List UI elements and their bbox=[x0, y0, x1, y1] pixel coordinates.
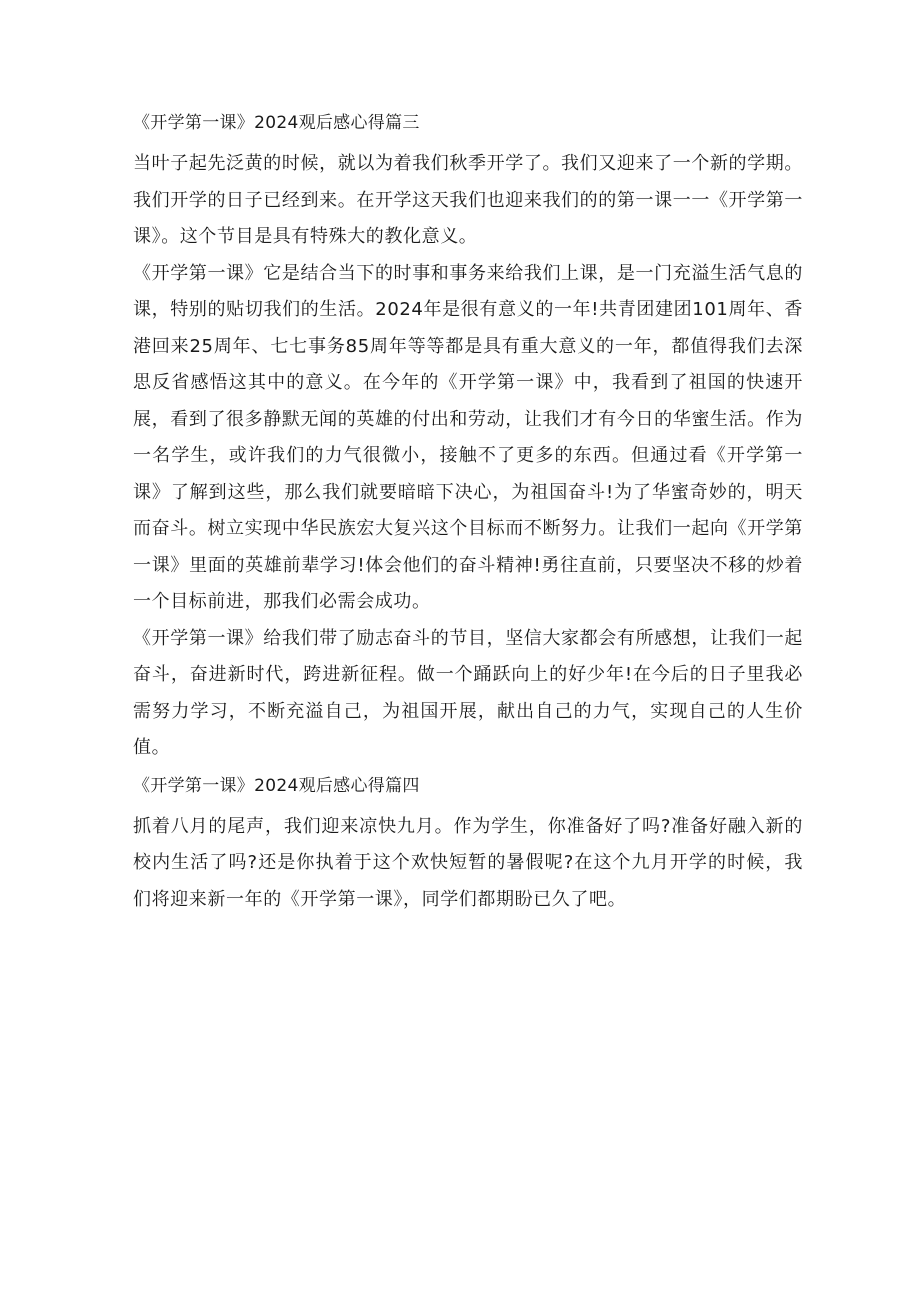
paragraph: 抓着八月的尾声，我们迎来凉快九月。作为学生，你准备好了吗?准备好融入新的校内生活了吗?还是你执着于这个欢快短暂的暑假呢?在这个九月开学的时候，我们将迎来新一年的《开学第一课》，同学们都期盼已久了吧。 bbox=[133, 815, 803, 910]
paragraph: 《开学第一课》它是结合当下的时事和事务来给我们上课，是一门充溢生活气息的课，特别的贴切我们的生活。2024年是很有意义的一年!共青团建团101周年、香港回来25周年、七七事务85周年等等都是具有重大意义的一年，都值得我们去深思反省感悟这其中的意义。在今年的《开学第一课》中，我看到了祖国的快速开展，看到了很多静默无闻的英雄的付出和劳动，让我们才有今日的华蜜生活。作为一名学生，或许我们的力气很微小，接触不了更多的东西。但通过看《开学第一课》了解到这些，那么我们就要暗暗下决心，为祖国奋斗!为了华蜜奇妙的，明天而奋斗。树立实现中华民族宏大复兴这个目标而不断努力。让我们一起向《开学第一课》里面的英雄前辈学习!体会他们的奋斗精神!勇往直前，只要坚决不移的炒着一个目标前进，那我们必需会成功。 bbox=[133, 262, 803, 612]
section-heading-3: 《开学第一课》2024观后感心得篇三 bbox=[133, 113, 420, 133]
paragraph: 当叶子起先泛黄的时候，就以为着我们秋季开学了。我们又迎来了一个新的学期。我们开学的日子已经到来。在开学这天我们也迎来我们的的第一课一一《开学第一课》。这个节目是具有特殊大的教化意义。 bbox=[133, 153, 803, 247]
document-page bbox=[133, 110, 803, 918]
section-heading-4: 《开学第一课》2024观后感心得篇四 bbox=[133, 775, 420, 796]
paragraph: 《开学第一课》给我们带了励志奋斗的节目，坚信大家都会有所感想，让我们一起奋斗，奋进新时代，跨进新征程。做一个踊跃向上的好少年!在今后的日子里我必需努力学习，不断充溢自己，为祖国开展，献出自己的力气，实现自己的人生价值。 bbox=[133, 627, 803, 758]
